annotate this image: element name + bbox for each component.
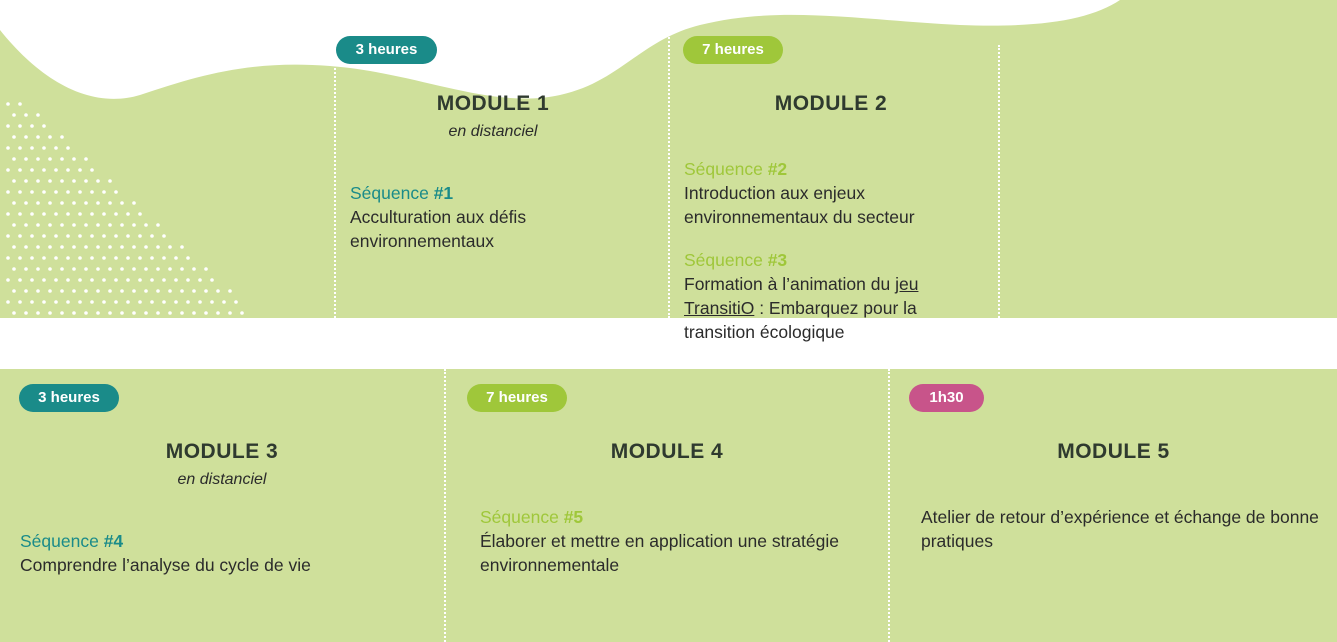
dot <box>120 223 124 227</box>
dot <box>12 223 16 227</box>
dot <box>192 289 196 293</box>
dot <box>6 102 10 106</box>
sequence-text <box>684 272 984 344</box>
dot <box>36 223 40 227</box>
dot <box>186 300 190 304</box>
dot <box>18 102 22 106</box>
dot <box>6 234 10 238</box>
dot <box>36 157 40 161</box>
dot <box>162 234 166 238</box>
dot <box>48 311 52 315</box>
dot <box>78 168 82 172</box>
dot <box>24 223 28 227</box>
dot <box>60 179 64 183</box>
dot <box>84 245 88 249</box>
sequence-number: #4 <box>103 531 124 551</box>
dot <box>36 179 40 183</box>
dot <box>162 256 166 260</box>
dot <box>132 311 136 315</box>
dot <box>126 234 130 238</box>
dot <box>78 212 82 216</box>
dot <box>48 245 52 249</box>
dot <box>114 190 118 194</box>
dot <box>192 311 196 315</box>
dot <box>108 267 112 271</box>
dot <box>168 289 172 293</box>
dot <box>30 234 34 238</box>
dot <box>144 245 148 249</box>
dot <box>114 256 118 260</box>
dot <box>96 179 100 183</box>
dot <box>132 289 136 293</box>
dot <box>6 168 10 172</box>
dot <box>180 245 184 249</box>
dot <box>162 278 166 282</box>
dot <box>48 179 52 183</box>
dot <box>150 256 154 260</box>
dot <box>6 212 10 216</box>
sequence-label: Séquence <box>480 507 564 527</box>
dot <box>42 212 46 216</box>
dot <box>72 201 76 205</box>
dot <box>114 278 118 282</box>
dot <box>90 300 94 304</box>
dot <box>54 146 58 150</box>
dot <box>48 201 52 205</box>
dot <box>60 245 64 249</box>
dot <box>60 267 64 271</box>
dot <box>144 289 148 293</box>
dot <box>102 256 106 260</box>
sequence-number: #1 <box>433 183 454 203</box>
dot <box>102 212 106 216</box>
dot <box>132 267 136 271</box>
dot <box>120 311 124 315</box>
module-title: MODULE 3 <box>165 440 279 463</box>
dot <box>72 267 76 271</box>
dot <box>174 256 178 260</box>
dot <box>156 223 160 227</box>
duration-badge: 1h30 <box>909 384 984 412</box>
dot <box>132 223 136 227</box>
dot <box>78 256 82 260</box>
dot <box>108 289 112 293</box>
dot <box>12 157 16 161</box>
dot <box>18 190 22 194</box>
duration-badge: 3 heures <box>19 384 119 412</box>
dot <box>66 278 70 282</box>
dot <box>42 146 46 150</box>
dot <box>24 289 28 293</box>
sequence-label: Séquence <box>684 159 768 179</box>
dot <box>66 256 70 260</box>
dot <box>84 311 88 315</box>
dot <box>126 278 130 282</box>
dot <box>108 311 112 315</box>
dot <box>108 223 112 227</box>
dot <box>18 124 22 128</box>
dot <box>156 289 160 293</box>
dot <box>48 223 52 227</box>
dot <box>24 311 28 315</box>
dot <box>126 256 130 260</box>
dot <box>204 289 208 293</box>
module-subtitle: en distanciel <box>177 471 267 488</box>
dot <box>42 234 46 238</box>
dot <box>12 179 16 183</box>
dot <box>114 300 118 304</box>
dot <box>54 256 58 260</box>
dot <box>144 311 148 315</box>
dot <box>60 223 64 227</box>
dot <box>84 179 88 183</box>
dot <box>180 289 184 293</box>
dot <box>30 278 34 282</box>
dot <box>168 311 172 315</box>
dot <box>60 311 64 315</box>
dot <box>36 113 40 117</box>
module-subtitle: en distanciel <box>448 123 538 140</box>
dot <box>162 300 166 304</box>
dot <box>36 135 40 139</box>
sequence-text: Comprendre l’analyse du cycle de vie <box>20 555 311 575</box>
sequence-label: Séquence <box>20 531 104 551</box>
bottom-band <box>0 369 1337 642</box>
dot <box>120 201 124 205</box>
dot <box>234 300 238 304</box>
dot <box>66 212 70 216</box>
duration-badge: 7 heures <box>683 36 783 64</box>
module-title: MODULE 4 <box>610 440 724 463</box>
dot <box>18 256 22 260</box>
divider <box>998 45 1000 318</box>
top-band <box>0 0 1337 318</box>
sequence-number: #3 <box>767 250 788 270</box>
dot <box>66 146 70 150</box>
dot <box>138 256 142 260</box>
dot <box>54 168 58 172</box>
dot <box>24 267 28 271</box>
dot <box>108 201 112 205</box>
dot <box>156 311 160 315</box>
dot <box>150 278 154 282</box>
dot <box>180 267 184 271</box>
dot <box>102 234 106 238</box>
dot <box>102 278 106 282</box>
dot <box>42 300 46 304</box>
dot <box>156 267 160 271</box>
dot <box>198 300 202 304</box>
dot <box>66 300 70 304</box>
dot <box>156 245 160 249</box>
dot <box>102 190 106 194</box>
dot <box>48 157 52 161</box>
dot <box>240 311 244 315</box>
game-link[interactable]: jeu TransitiO <box>684 274 919 318</box>
dot <box>168 267 172 271</box>
dot <box>96 245 100 249</box>
dot <box>114 234 118 238</box>
dot <box>24 157 28 161</box>
dot <box>66 190 70 194</box>
dot <box>72 179 76 183</box>
dot <box>222 300 226 304</box>
dot <box>78 190 82 194</box>
dot <box>90 234 94 238</box>
dot <box>186 256 190 260</box>
divider <box>444 369 446 642</box>
dot <box>54 300 58 304</box>
dot <box>18 146 22 150</box>
dot <box>18 300 22 304</box>
dot <box>216 289 220 293</box>
dot <box>6 146 10 150</box>
dot <box>102 300 106 304</box>
dot <box>126 212 130 216</box>
dot <box>72 245 76 249</box>
dot <box>30 190 34 194</box>
dot <box>168 245 172 249</box>
dot <box>216 311 220 315</box>
dot <box>132 245 136 249</box>
dot <box>24 179 28 183</box>
dot <box>18 212 22 216</box>
dot <box>204 311 208 315</box>
dot <box>144 223 148 227</box>
dot <box>90 212 94 216</box>
sequence-block <box>480 505 870 577</box>
dot <box>96 201 100 205</box>
dot <box>138 300 142 304</box>
dot <box>30 168 34 172</box>
dot <box>42 278 46 282</box>
dot <box>186 278 190 282</box>
dot <box>6 256 10 260</box>
dot <box>60 289 64 293</box>
duration-badge: 7 heures <box>467 384 567 412</box>
dot <box>12 289 16 293</box>
sequence-text: Introduction aux enjeux environnementaux du secteur <box>684 183 915 227</box>
dot <box>30 124 34 128</box>
module-title: MODULE 1 <box>436 92 550 115</box>
dot <box>78 234 82 238</box>
dot <box>108 245 112 249</box>
dot <box>12 245 16 249</box>
dot <box>228 289 232 293</box>
dot <box>42 190 46 194</box>
dot <box>12 311 16 315</box>
dot <box>24 245 28 249</box>
dot <box>138 234 142 238</box>
dot <box>228 311 232 315</box>
dot <box>60 157 64 161</box>
dot <box>120 267 124 271</box>
sequence-block <box>350 181 650 253</box>
dot <box>90 278 94 282</box>
dot <box>114 212 118 216</box>
dot <box>126 300 130 304</box>
dot <box>48 289 52 293</box>
dot <box>24 113 28 117</box>
dot <box>180 311 184 315</box>
dot <box>36 245 40 249</box>
dot <box>90 168 94 172</box>
dot <box>84 289 88 293</box>
sequence-block <box>684 248 984 344</box>
dot <box>120 245 124 249</box>
dot <box>6 278 10 282</box>
dot <box>192 267 196 271</box>
dot <box>108 179 112 183</box>
dot <box>12 201 16 205</box>
dot <box>12 267 16 271</box>
sequence-block <box>20 529 440 577</box>
dot <box>30 256 34 260</box>
dot <box>78 278 82 282</box>
divider <box>668 22 670 318</box>
module-title: MODULE 5 <box>1057 440 1170 463</box>
dot <box>204 267 208 271</box>
dot <box>84 201 88 205</box>
dot <box>12 135 16 139</box>
dot <box>18 168 22 172</box>
sequence-block <box>684 157 984 229</box>
dot <box>36 267 40 271</box>
dot <box>144 267 148 271</box>
dot <box>42 168 46 172</box>
dot <box>72 157 76 161</box>
dot <box>96 223 100 227</box>
dot <box>30 300 34 304</box>
dot <box>174 300 178 304</box>
sequence-text: Élaborer et mettre en application une stratégie environnementale <box>480 531 839 575</box>
sequence-label: Séquence <box>350 183 434 203</box>
dot <box>132 201 136 205</box>
dot <box>96 289 100 293</box>
dot <box>6 300 10 304</box>
sequence-text: Acculturation aux défis environnementaux <box>350 207 527 251</box>
dot <box>174 278 178 282</box>
dot <box>210 300 214 304</box>
dot <box>78 300 82 304</box>
dot <box>138 212 142 216</box>
dot <box>198 278 202 282</box>
dot <box>48 135 52 139</box>
dot <box>96 267 100 271</box>
dot <box>66 234 70 238</box>
sequence-number: #2 <box>767 159 788 179</box>
dot <box>210 278 214 282</box>
dot <box>42 256 46 260</box>
dot <box>84 157 88 161</box>
dot <box>42 124 46 128</box>
dot <box>30 212 34 216</box>
dot <box>6 190 10 194</box>
dot <box>54 278 58 282</box>
module-title: MODULE 2 <box>774 92 888 115</box>
dot <box>18 278 22 282</box>
dot <box>150 300 154 304</box>
dot <box>24 135 28 139</box>
divider <box>888 369 890 642</box>
dot <box>60 135 64 139</box>
dot <box>84 223 88 227</box>
dot <box>36 201 40 205</box>
dot <box>72 311 76 315</box>
dot <box>12 113 16 117</box>
dot <box>138 278 142 282</box>
dot <box>18 234 22 238</box>
dot <box>60 201 64 205</box>
dot <box>36 311 40 315</box>
sequence-number: #5 <box>563 507 584 527</box>
dot <box>150 234 154 238</box>
sequence-text-part: Formation à l’animation du <box>684 274 896 294</box>
dot <box>84 267 88 271</box>
dot <box>36 289 40 293</box>
dot <box>90 256 94 260</box>
dot <box>66 168 70 172</box>
dot <box>120 289 124 293</box>
dot <box>30 146 34 150</box>
dot <box>72 289 76 293</box>
dot <box>6 124 10 128</box>
sequence-text-part: : Embarquez pour la transition écologique <box>684 298 917 342</box>
dot <box>54 190 58 194</box>
dot <box>48 267 52 271</box>
dot <box>54 234 58 238</box>
dot <box>96 311 100 315</box>
dot <box>72 223 76 227</box>
duration-badge: 3 heures <box>336 36 437 64</box>
module-description: Atelier de retour d’expérience et échange de bonne pratiques <box>921 507 1319 551</box>
dot <box>54 212 58 216</box>
dot <box>24 201 28 205</box>
dot <box>90 190 94 194</box>
sequence-label: Séquence <box>684 250 768 270</box>
